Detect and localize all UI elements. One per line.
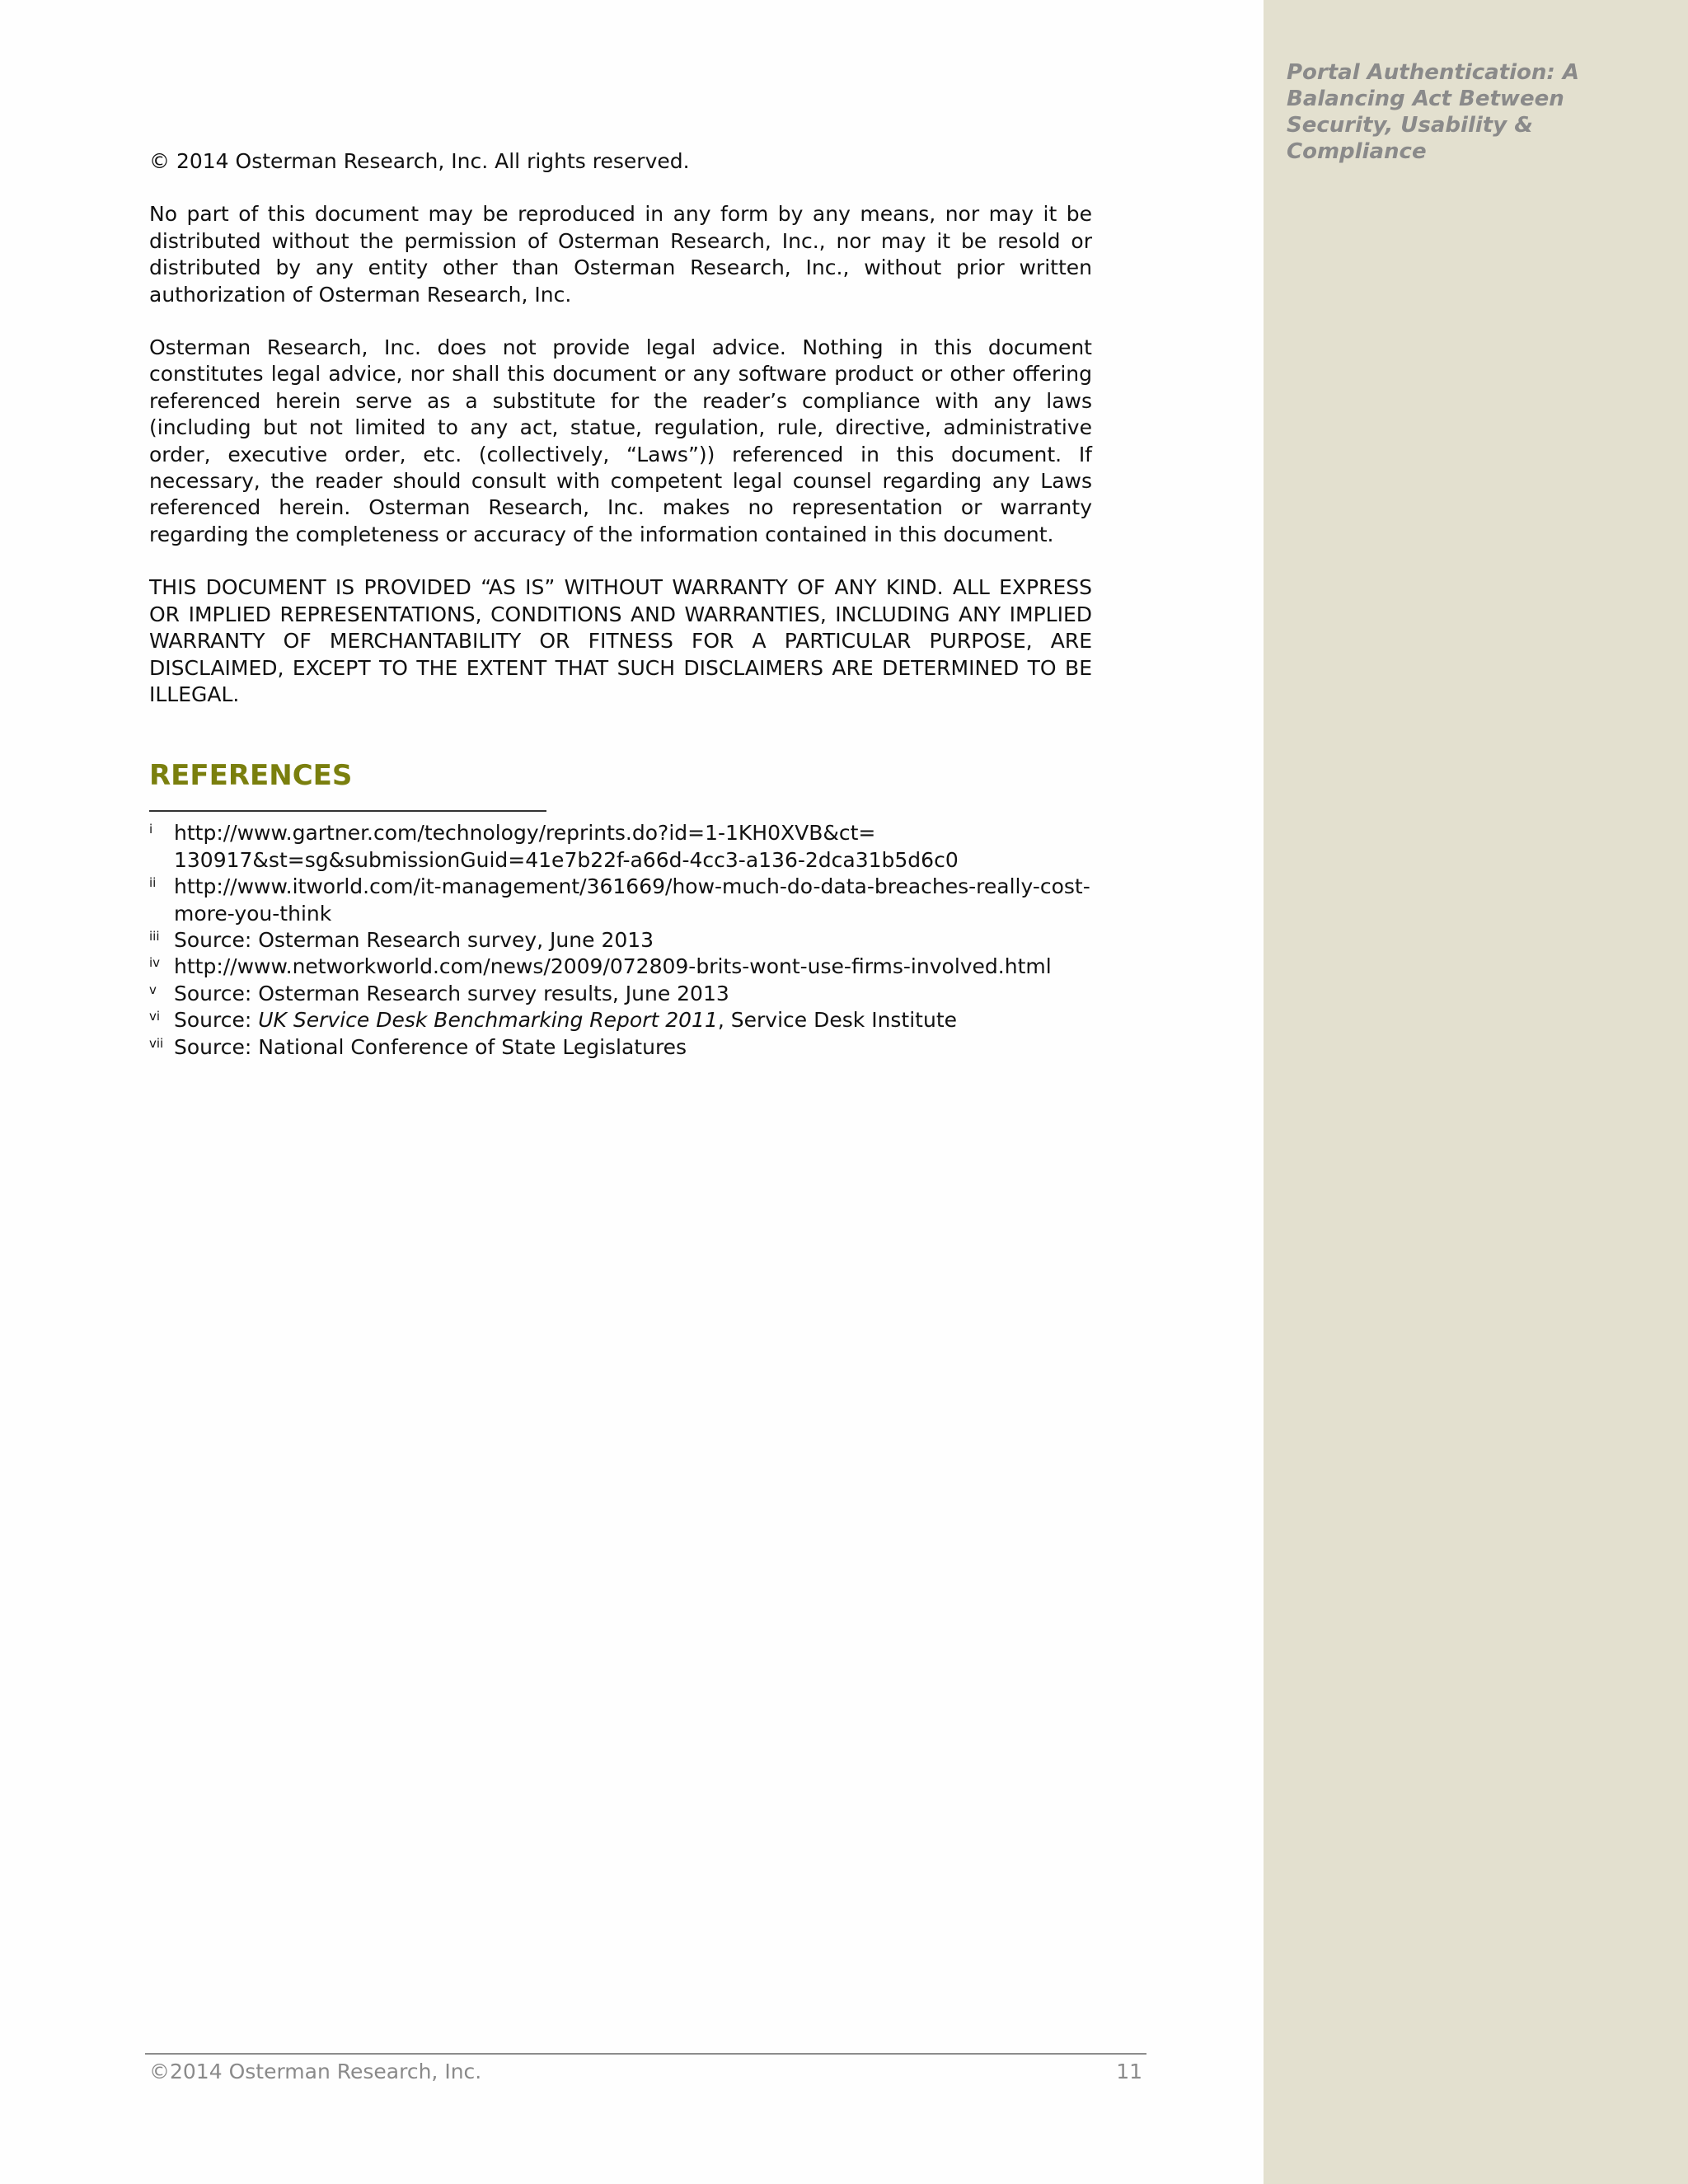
reference-item xyxy=(149,1007,1092,1033)
page-number: 11 xyxy=(1116,2060,1142,2083)
reference-item xyxy=(149,927,1092,954)
reference-source-text: Source: Osterman Research survey, June 2013 xyxy=(174,927,654,952)
reference-report-title: UK Service Desk Benchmarking Report 2011 xyxy=(258,1008,718,1033)
legal-advice-disclaimer-paragraph: Osterman Research, Inc. does not provide legal advice. Nothing in this document constitutes legal advice, nor shall this document or any software product or other offering referenced herein serve as a substitute for the reader’s compliance with any laws (including but not limited to any act, statue, regulation, rule, directive, administrative order, executive order, etc. (collectively, “Laws”)) referenced in this document. If necessary, the reader should consult with competent legal counsel regarding any Laws referenced herein. Osterman Research, Inc. makes no representation or warranty regarding the completeness or accuracy of the information contained in this document. xyxy=(149,335,1092,546)
reference-source-text xyxy=(174,1008,957,1032)
reference-source-text: Source: Osterman Research survey results, June 2013 xyxy=(174,981,729,1005)
reproduction-notice-paragraph: No part of this document may be reproduced in any form by any means, nor may it be distributed without the permission of Osterman Research, Inc., nor may it be resold or distributed by any entity other than Osterman Research, Inc., without prior written authorization of Osterman Research, Inc. xyxy=(149,202,1092,307)
reference-marker: vi xyxy=(149,1009,161,1024)
copyright-notice: © 2014 Osterman Research, Inc. All rights reserved. xyxy=(149,149,690,173)
reference-item xyxy=(149,1034,1092,1061)
footer-divider xyxy=(145,2053,1146,2055)
reference-link[interactable]: http://www.gartner.com/technology/reprints.do?id=1-1KH0XVB&ct= 130917&st=sg&submissionGuid=41e7b22f-a66d-4cc3-a136-2dca31b5d6c0 xyxy=(174,821,959,872)
reference-prefix: Source: xyxy=(174,1008,259,1033)
references-divider xyxy=(149,810,546,812)
reference-marker: v xyxy=(149,982,157,997)
references-list xyxy=(149,820,1092,1061)
reference-marker: ii xyxy=(149,875,157,891)
warranty-disclaimer-paragraph: THIS DOCUMENT IS PROVIDED “AS IS” WITHOUT WARRANTY OF ANY KIND. ALL EXPRESS OR IMPLIED REPRESENTATIONS, CONDITIONS AND WARRANTIES, INCLUDING ANY IMPLIED WARRANTY OF MERCHANTABILITY OR FITNESS FOR A PARTICULAR PURPOSE, ARE DISCLAIMED, EXCEPT TO THE EXTENT THAT SUCH DISCLAIMERS ARE DETERMINED TO BE ILLEGAL. xyxy=(149,575,1092,706)
reference-marker: iv xyxy=(149,955,161,971)
reference-item xyxy=(149,820,1092,874)
main-content xyxy=(149,148,1092,1061)
reference-source-text: Source: National Conference of State Legislatures xyxy=(174,1034,687,1059)
sidebar-panel xyxy=(1264,0,1688,2184)
references-heading: REFERENCES xyxy=(149,759,353,793)
reference-item xyxy=(149,874,1092,927)
reference-marker: vii xyxy=(149,1035,164,1051)
reference-link[interactable]: http://www.itworld.com/it-management/361669/how-much-do-data-breaches-really-cost-more-you-think xyxy=(174,874,1090,926)
reference-link[interactable]: http://www.networkworld.com/news/2009/072809-brits-wont-use-firms-involved.html xyxy=(174,954,1052,979)
reference-marker: i xyxy=(149,822,153,837)
reference-item xyxy=(149,954,1092,980)
footer-copyright: ©2014 Osterman Research, Inc. xyxy=(149,2060,482,2083)
document-title: Portal Authentication: A Balancing Act Between Security, Usability & Compliance xyxy=(1287,60,1579,164)
reference-item xyxy=(149,981,1092,1007)
reference-marker: iii xyxy=(149,928,160,944)
reference-suffix: , Service Desk Institute xyxy=(717,1008,958,1033)
